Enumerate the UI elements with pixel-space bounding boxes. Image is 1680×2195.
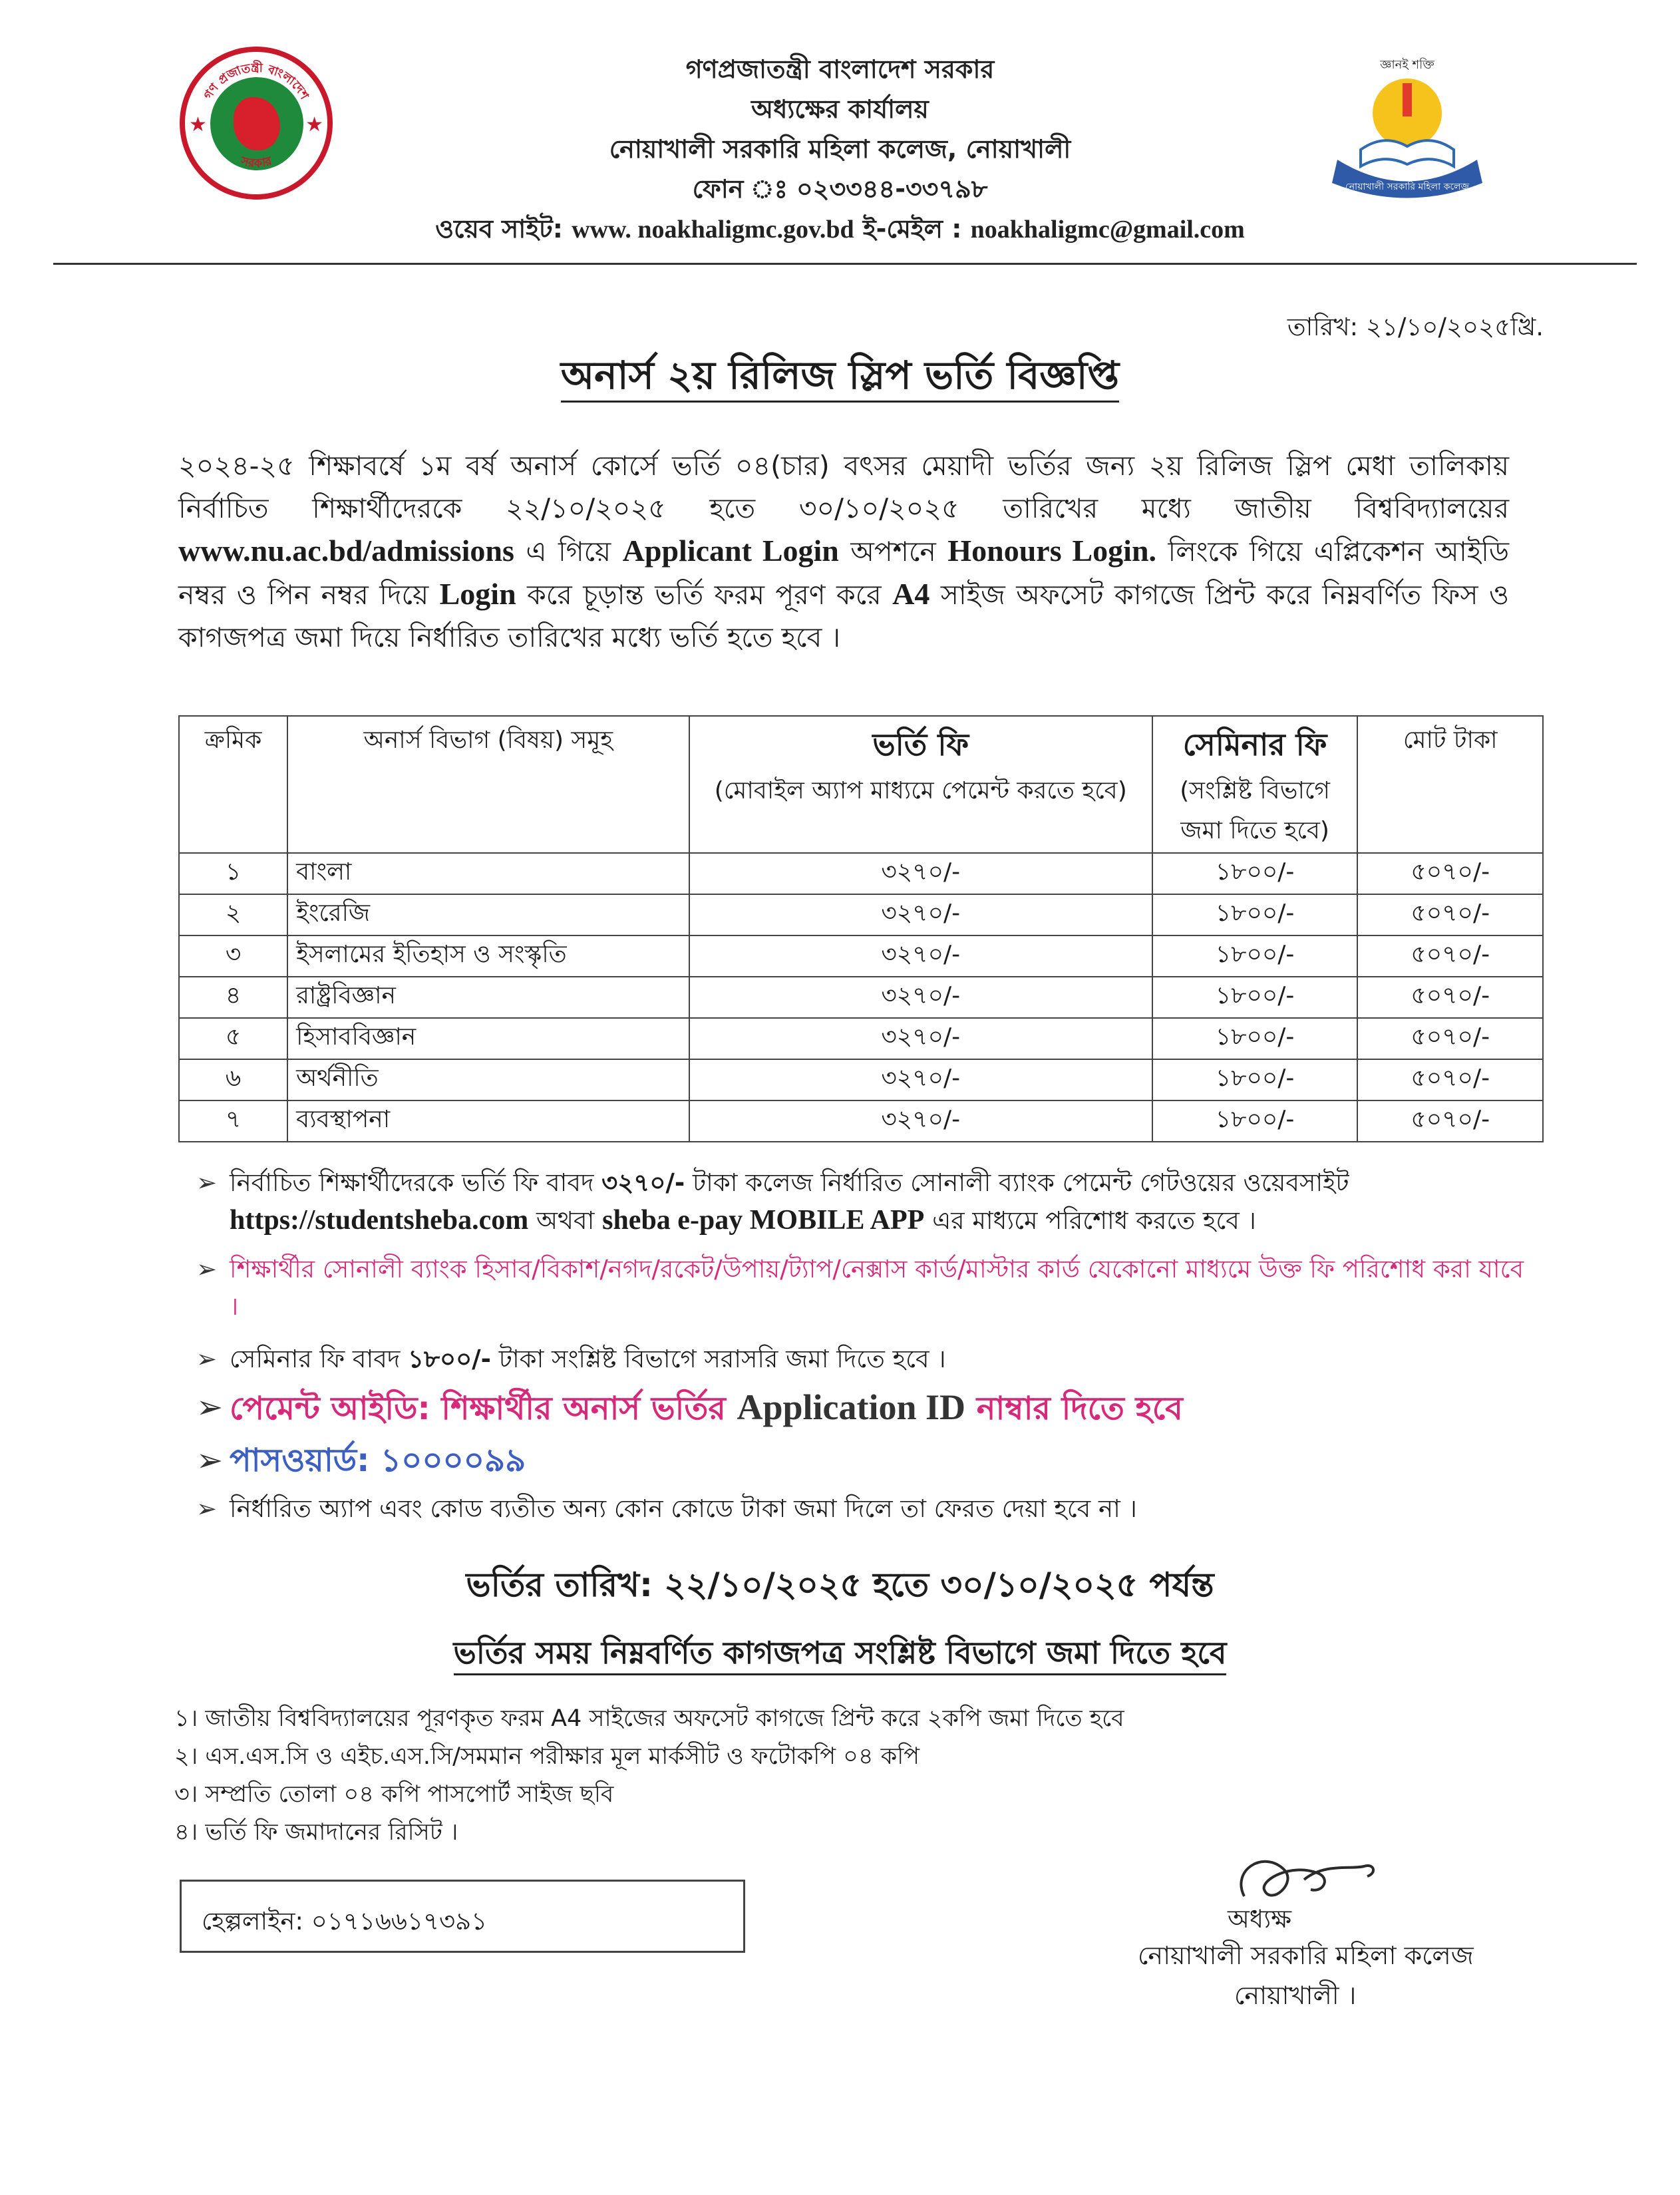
- header-total: মোট টাকা: [1357, 716, 1543, 853]
- cell-seminar-fee: ১৮০০/-: [1152, 894, 1358, 935]
- documents-heading-text: ভর্তির সময় নিম্নবর্ণিত কাগজপত্র সংশ্লিষ্ট বিভাগে জমা দিতে হবে: [454, 1635, 1227, 1675]
- cell-seminar-fee: ১৮০০/-: [1152, 1100, 1358, 1142]
- bullet-text: নির্বাচিত শিক্ষার্থীদেরকে ভর্তি ফি বাবদ: [230, 1168, 602, 1197]
- star-icon: ★: [305, 113, 323, 136]
- cell-seminar-fee: ১৮০০/-: [1152, 853, 1358, 894]
- bullet-text: সেমিনার ফি বাবদ: [230, 1345, 409, 1373]
- arrow-bullet-icon: ➢: [196, 1168, 218, 1197]
- intro-text-1: ২০২৪-২৫ শিক্ষাবর্ষে ১ম বর্ষ অনার্স কোর্সে ভর্তি ০৪(চার) বৎসর মেয়াদী ভর্তির জন্য ২য় রিলিজ স্লিপ মেধা তালিকায় নির্বাচিত শিক্ষার্থীদেরকে ২২/১০/২০২৫ হতে ৩০/১০/২০২৫ তারিখের মধ্যে জাতীয় বিশ্ববিদ্যালয়ের: [178, 450, 1509, 524]
- a4-text: A4: [892, 577, 930, 611]
- honours-login-text: Honours Login.: [947, 534, 1157, 568]
- header-divider: [53, 263, 1637, 265]
- bullet-text: অথবা: [528, 1206, 603, 1235]
- intro-text-2: এ গিয়ে: [514, 536, 623, 568]
- cell-seminar-fee: ১৮০০/-: [1152, 1018, 1358, 1059]
- nu-admissions-link[interactable]: www.nu.ac.bd/admissions: [178, 534, 514, 568]
- cell-serial: ২: [179, 894, 287, 935]
- email-link[interactable]: noakhaligmc@gmail.com: [970, 216, 1245, 244]
- cell-subject: ব্যবস্থাপনা: [287, 1100, 689, 1142]
- seminar-fee-amount: ১৮০০/-: [408, 1345, 492, 1373]
- cell-admission-fee: ৩২৭০/-: [689, 894, 1152, 935]
- cell-subject: রাষ্ট্রবিজ্ঞান: [287, 977, 689, 1018]
- star-icon: ★: [189, 113, 207, 136]
- list-item: ৪। ভর্তি ফি জমাদানের রিসিট ।: [174, 1819, 458, 1846]
- cell-subject: ইসলামের ইতিহাস ও সংস্কৃতি: [287, 935, 689, 977]
- header-office: অধ্যক্ষের কার্যালয়: [751, 94, 929, 124]
- bullet-text: নির্ধারিত অ্যাপ এবং কোড ব্যতীত অন্য কোন কোডে টাকা জমা দিলে তা ফেরত দেয়া হবে না ।: [230, 1494, 1137, 1523]
- principal-place: নোয়াখালী ।: [1234, 1981, 1357, 2010]
- arrow-bullet-icon: ➢: [196, 1255, 218, 1283]
- intro-text-5: করে চূড়ান্ত ভর্তি ফরম পূরণ করে: [516, 579, 893, 611]
- table-row: [179, 1018, 1543, 1059]
- login-text: Login: [439, 577, 516, 611]
- web-label: ওয়েব সাইট:: [435, 214, 563, 244]
- table-row: [179, 1100, 1543, 1142]
- bullet-text: নাম্বার দিতে হবে: [965, 1390, 1183, 1427]
- header-govt: গণপ্রজাতন্ত্রী বাংলাদেশ সরকার: [685, 55, 995, 84]
- cell-total: ৫০৭০/-: [1357, 853, 1543, 894]
- bullet-text: টাকা সংশ্লিষ্ট বিভাগে সরাসরি জমা দিতে হবে ।: [491, 1345, 946, 1373]
- bullet-password: [196, 1440, 1527, 1480]
- bullet-text: এর মাধ্যমে পরিশোধ করতে হবে ।: [924, 1206, 1256, 1235]
- header-phone: ফোন ঃ ০২৩৩৪৪-৩৩৭৯৮: [692, 174, 988, 204]
- admission-fee-title: ভর্তি ফি: [872, 727, 969, 762]
- fee-table-header-row: [179, 716, 1543, 853]
- cell-admission-fee: ৩২৭০/-: [689, 977, 1152, 1018]
- website-link[interactable]: www. noakhaligmc.gov.bd: [572, 216, 854, 244]
- cell-serial: ১: [179, 853, 287, 894]
- admission-fee-amount: ৩২৭০/-: [601, 1168, 685, 1197]
- cell-total: ৫০৭০/-: [1357, 977, 1543, 1018]
- bullet-text: পেমেন্ট আইডি: শিক্ষার্থীর অনার্স ভর্তির: [230, 1390, 737, 1427]
- applicant-login-text: Applicant Login: [622, 534, 839, 568]
- list-item: ৩। সম্প্রতি তোলা ০৪ কপি পাসপোর্ট সাইজ ছবি: [174, 1781, 614, 1808]
- seal-top-text: গণ প্রজাতন্ত্রী বাংলাদেশ: [201, 61, 311, 102]
- seminar-fee-title: সেমিনার ফি: [1182, 727, 1327, 762]
- header-subject: অনার্স বিভাগ (বিষয়) সমূহ: [287, 716, 689, 853]
- studentsheba-link[interactable]: https://studentsheba.com: [230, 1205, 529, 1236]
- cell-total: ৫০৭০/-: [1357, 935, 1543, 977]
- cell-serial: ৭: [179, 1100, 287, 1142]
- cell-admission-fee: ৩২৭০/-: [689, 1100, 1152, 1142]
- notice-date: তারিখ: ২১/১০/২০২৫খ্রি.: [1287, 313, 1544, 341]
- cell-seminar-fee: ১৮০০/-: [1152, 1059, 1358, 1100]
- list-item: ১। জাতীয় বিশ্ববিদ্যালয়ের পূরণকৃত ফরম A4 সাইজের অফসেট কাগজে প্রিন্ট করে ২কপি জমা দিতে হবে: [174, 1705, 1124, 1732]
- bullet-seminar: [196, 1341, 1527, 1378]
- signature-stroke: [1241, 1862, 1373, 1896]
- principal-college: নোয়াখালী সরকারি মহিলা কলেজ: [1138, 1941, 1474, 1970]
- arrow-bullet-icon: ➢: [196, 1442, 224, 1479]
- helpline-text: হেল্পলাইন: ০১৭১৬৬১৭৩৯১: [202, 1907, 488, 1936]
- intro-text-4: লিংকে গিয়ে এপ্লিকেশন আইডি নম্বর ও পিন নম্বর দিয়ে: [178, 536, 1510, 611]
- bullet-refund-warning: [196, 1490, 1527, 1528]
- helpline-box: [180, 1880, 745, 1953]
- cell-subject: ইংরেজি: [287, 894, 689, 935]
- cell-subject: হিসাববিজ্ঞান: [287, 1018, 689, 1059]
- cell-subject: অর্থনীতি: [287, 1059, 689, 1100]
- header-college: নোয়াখালী সরকারি মহিলা কলেজ, নোয়াখালী: [609, 134, 1071, 164]
- cell-total: ৫০৭০/-: [1357, 1018, 1543, 1059]
- bullet-payment-id: [196, 1384, 1527, 1432]
- table-row: [179, 1059, 1543, 1100]
- cell-seminar-fee: ১৮০০/-: [1152, 977, 1358, 1018]
- application-id-text: Application ID: [737, 1387, 966, 1427]
- admission-date: ভর্তির তারিখ: ২২/১০/২০২৫ হতে ৩০/১০/২০২৫ পর্যন্ত: [466, 1566, 1214, 1604]
- password-text: পাসওয়ার্ড: ১০০০০৯৯: [230, 1442, 526, 1479]
- notice-title-text: অনার্স ২য় রিলিজ স্লিপ ভর্তি বিজ্ঞপ্তি: [561, 353, 1119, 403]
- bullet-payment: [196, 1164, 1527, 1240]
- bullet-payment-methods: [196, 1251, 1527, 1325]
- table-row: [179, 935, 1543, 977]
- cell-total: ৫০৭০/-: [1357, 1059, 1543, 1100]
- principal-title: অধ্যক্ষ: [1228, 1904, 1292, 1934]
- fee-table: [178, 715, 1544, 1142]
- email-label: ই-মেইল :: [862, 214, 962, 244]
- list-item: ২। এস.এস.সি ও এইচ.এস.সি/সমমান পরীক্ষার মূল মার্কসীট ও ফটোকপি ০৪ কপি: [174, 1743, 920, 1770]
- bullet-text: শিক্ষার্থীর সোনালী ব্যাংক হিসাব/বিকাশ/নগদ/রকেট/উপায়/ট্যাপ/নেক্সাস কার্ড/মাস্টার কার্ড যেকোনো মাধ্যমে উক্ত ফি পরিশোধ করা যাবে ।: [230, 1255, 1524, 1321]
- seminar-fee-note: (সংশ্লিষ্ট বিভাগে জমা দিতে হবে): [1180, 777, 1330, 844]
- cell-admission-fee: ৩২৭০/-: [689, 935, 1152, 977]
- header-serial: ক্রমিক: [179, 716, 287, 853]
- arrow-bullet-icon: ➢: [196, 1389, 224, 1426]
- cell-total: ৫০৭০/-: [1357, 894, 1543, 935]
- logo-banner-text: নোয়াখালী সরকারি মহিলা কলেজ: [1345, 182, 1469, 192]
- table-row: [179, 853, 1543, 894]
- arrow-bullet-icon: ➢: [196, 1494, 218, 1523]
- bullet-text: টাকা কলেজ নির্ধারিত সোনালী ব্যাংক পেমেন্ট গেটওয়ের ওয়েবসাইট: [685, 1168, 1349, 1197]
- admission-fee-note: (মোবাইল অ্যাপ মাধ্যমে পেমেন্ট করতে হবে): [714, 777, 1127, 804]
- header-admission-fee: [689, 716, 1152, 853]
- sheba-epay-app-text: sheba e-pay MOBILE APP: [602, 1205, 925, 1236]
- arrow-bullet-icon: ➢: [196, 1345, 218, 1373]
- table-row: [179, 894, 1543, 935]
- intro-paragraph: [178, 444, 1509, 659]
- cell-serial: ৩: [179, 935, 287, 977]
- intro-text-3: অপশনে: [838, 536, 948, 568]
- seal-bottom-text: সরকার: [239, 154, 273, 171]
- cell-admission-fee: ৩২৭০/-: [689, 1059, 1152, 1100]
- cell-total: ৫০৭০/-: [1357, 1100, 1543, 1142]
- logo-motto: জ্ঞানই শক্তি: [1380, 58, 1434, 72]
- cell-serial: ৬: [179, 1059, 287, 1100]
- cell-admission-fee: ৩২৭০/-: [689, 853, 1152, 894]
- header-seminar-fee: [1152, 716, 1358, 853]
- intro-text-6: সাইজ অফসেট কাগজে প্রিন্ট করে নিম্নবর্ণিত ফিস ও কাগজপত্র জমা দিয়ে নির্ধারিত তারিখের মধ্যে ভর্তি হতে হবে ।: [178, 579, 1510, 653]
- header-contact: [0, 210, 1680, 252]
- cell-subject: বাংলা: [287, 853, 689, 894]
- notice-title: [0, 346, 1680, 411]
- cell-admission-fee: ৩২৭০/-: [689, 1018, 1152, 1059]
- cell-serial: ৪: [179, 977, 287, 1018]
- cell-serial: ৫: [179, 1018, 287, 1059]
- cell-seminar-fee: ১৮০০/-: [1152, 935, 1358, 977]
- table-row: [179, 977, 1543, 1018]
- documents-heading: [0, 1630, 1680, 1681]
